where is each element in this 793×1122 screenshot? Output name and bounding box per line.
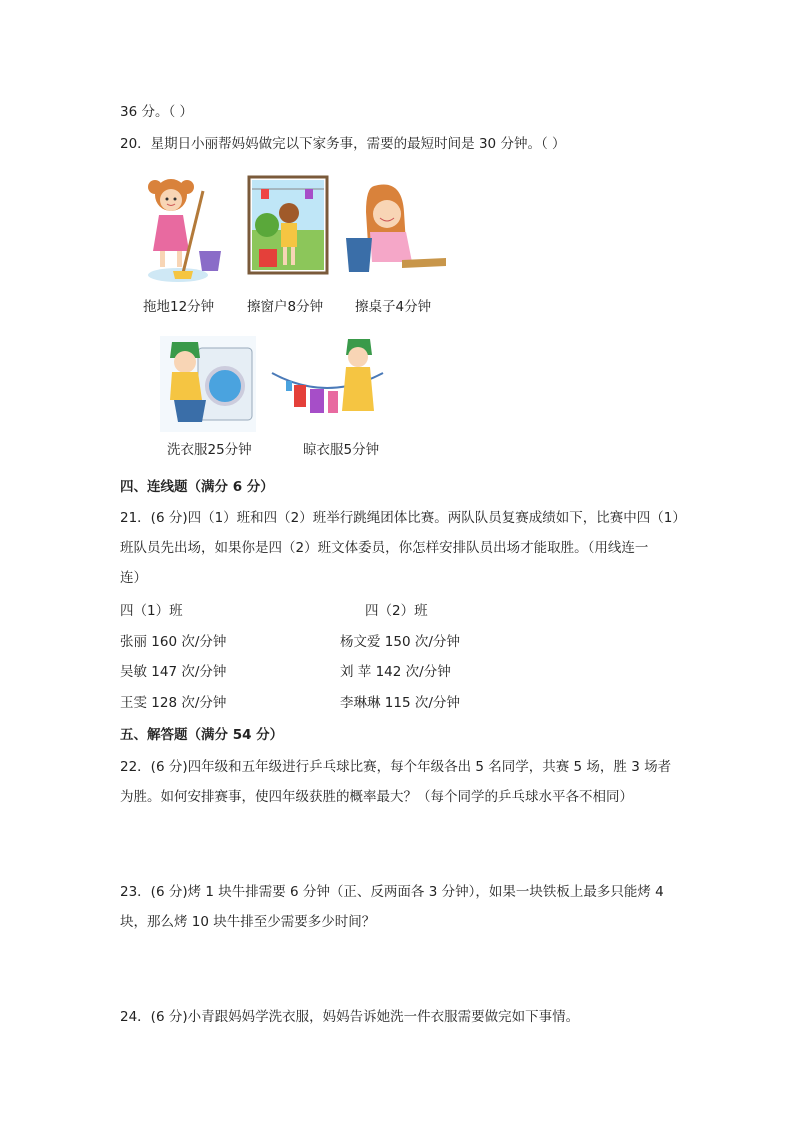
q20-text: 20．星期日小丽帮妈妈做完以下家务事，需要的最短时间是 30 分钟。（ ） — [120, 136, 566, 152]
section5-heading: 五、解答题（满分 54 分） — [120, 727, 284, 743]
class1-header: 四（1）班 — [120, 603, 183, 619]
task-label-mopping: 拖地12分钟 — [143, 299, 215, 315]
class1-member[interactable]: 张丽 160 次/分钟 — [120, 634, 227, 650]
q21-line2: 班队员先出场，如果你是四（2）班文体委员，你怎样安排队员出场才能取胜。（用线连一 — [120, 540, 649, 556]
task-label-table: 擦桌子4分钟 — [355, 299, 432, 315]
q23-line1: 23．(6 分)烤 1 块牛排需要 6 分钟（正、反两面各 3 分钟），如果一块铁板上最多只能烤 4 — [120, 884, 664, 900]
task-label-hanging: 晾衣服5分钟 — [303, 442, 380, 458]
section4-heading: 四、连线题（满分 6 分） — [120, 479, 274, 495]
class2-member[interactable]: 李琳琳 115 次/分钟 — [340, 695, 460, 711]
washing-machine-girl-illustration — [160, 336, 256, 432]
q21-line1: 21．(6 分)四（1）班和四（2）班举行跳绳团体比赛。两队队员复赛成绩如下，比赛中四（1） — [120, 510, 686, 526]
class2-member[interactable]: 刘 苹 142 次/分钟 — [340, 664, 451, 680]
class2-header: 四（2）班 — [365, 603, 428, 619]
hanging-clothes-girl-illustration — [270, 333, 385, 433]
q19-tail: 36 分。（ ） — [120, 104, 194, 120]
q24-line1: 24．(6 分)小青跟妈妈学洗衣服，妈妈告诉她洗一件衣服需要做完如下事情。 — [120, 1009, 580, 1025]
q22-line1: 22．(6 分)四年级和五年级进行乒乓球比赛，每个年级各出 5 名同学，共赛 5 场，胜 3 场者 — [120, 759, 672, 775]
task-label-washing: 洗衣服25分钟 — [167, 442, 252, 458]
task-label-window: 擦窗户8分钟 — [247, 299, 324, 315]
class2-member[interactable]: 杨文爱 150 次/分钟 — [340, 634, 460, 650]
q22-line2: 为胜。如何安排赛事，使四年级获胜的概率最大？（每个同学的乒乓球水平各不相同） — [120, 789, 633, 805]
class1-member[interactable]: 王雯 128 次/分钟 — [120, 695, 227, 711]
q23-line2: 块，那么烤 10 块牛排至少需要多少时间？ — [120, 914, 376, 930]
table-wiping-girl-illustration — [342, 182, 448, 277]
window-cleaning-girl-illustration — [247, 175, 329, 275]
q21-line3: 连） — [120, 570, 147, 586]
class1-member[interactable]: 吴敏 147 次/分钟 — [120, 664, 227, 680]
mopping-girl-illustration — [133, 173, 228, 285]
